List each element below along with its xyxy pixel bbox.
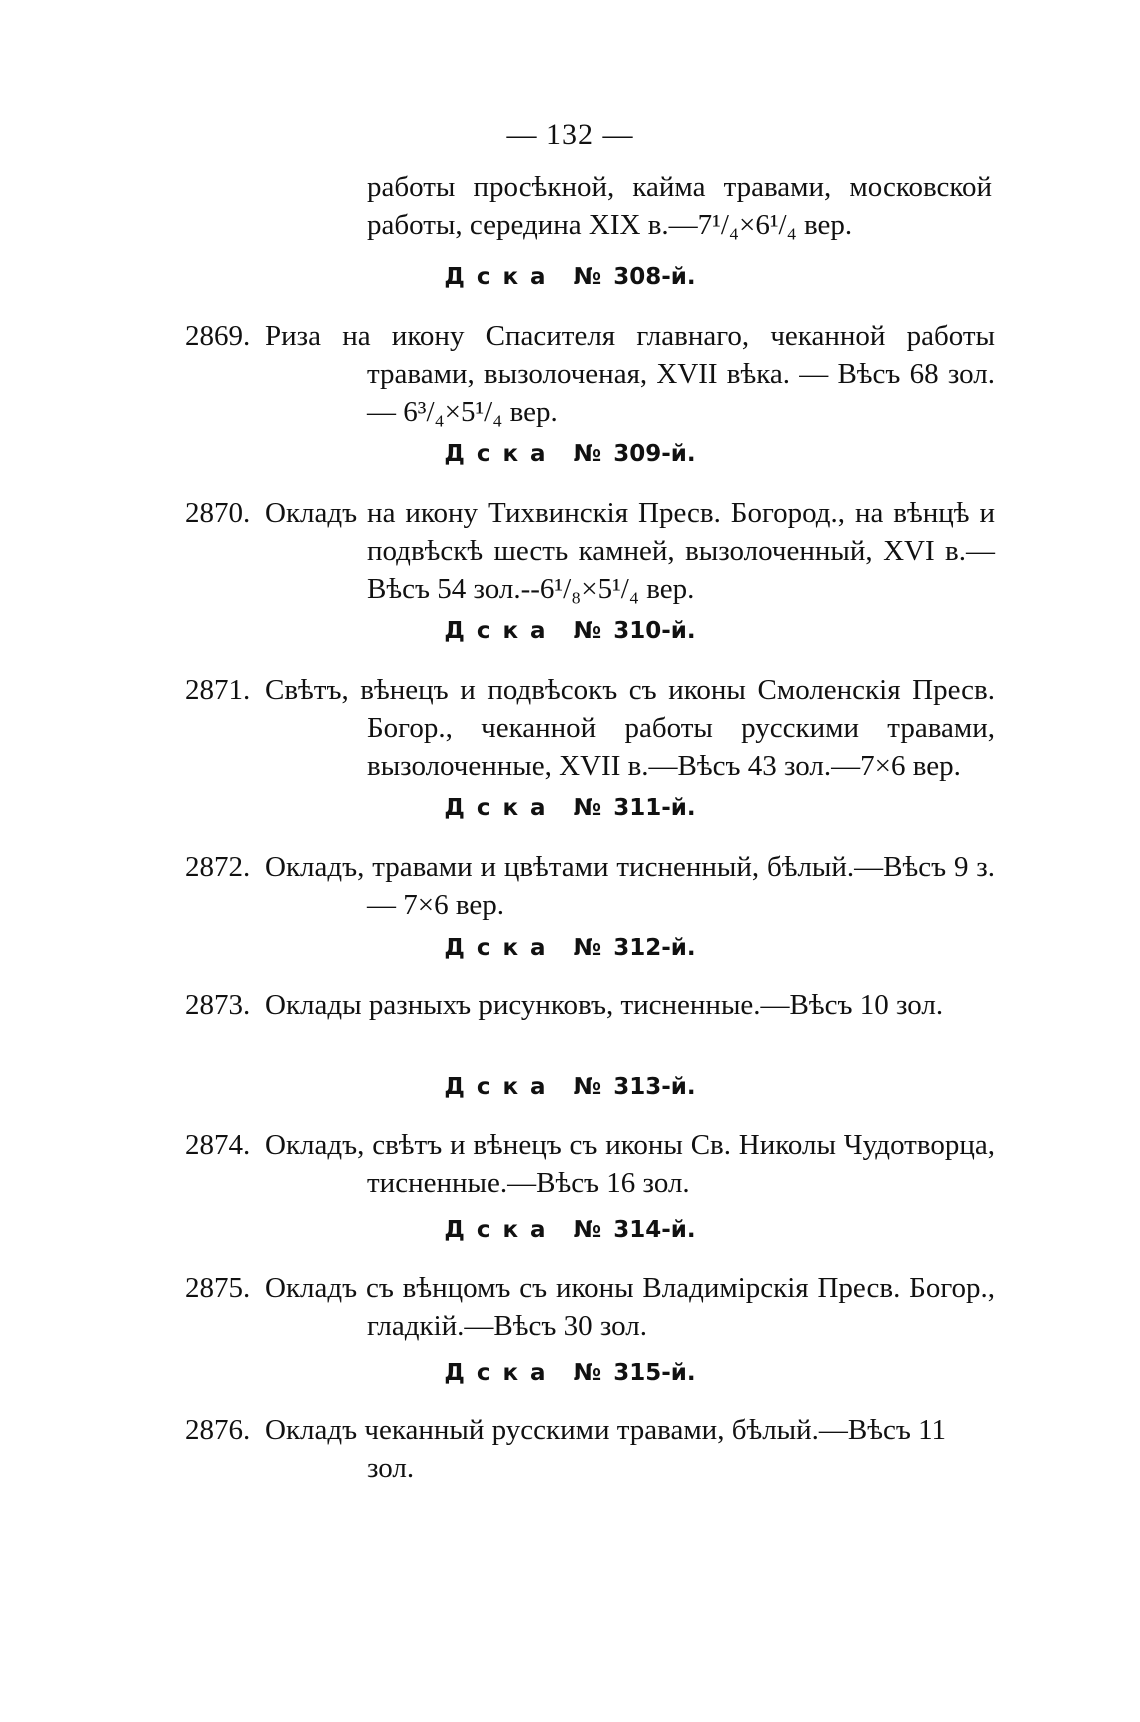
board-heading (0, 1217, 1140, 1243)
number-sign: № (573, 264, 602, 290)
catalog-entry (185, 317, 995, 431)
board-number: 310-й. (613, 618, 696, 644)
board-heading (0, 1360, 1140, 1386)
catalog-entry (185, 1126, 995, 1202)
entry-text: Окладъ, травами и цвѣтами тисненный, бѣлый.—Вѣсъ 9 з.— 7×6 вер. (265, 851, 995, 921)
entry-number: 2875. (185, 1272, 251, 1304)
entry-text: Окладъ чеканный русскими травами, бѣлый.—Вѣсъ 11 зол. (265, 1414, 947, 1484)
board-number: 311-й. (613, 795, 696, 821)
number-sign: № (573, 1360, 602, 1386)
number-sign: № (573, 1074, 602, 1100)
board-heading (0, 935, 1140, 961)
catalog-entry (185, 1269, 995, 1345)
entry-text: Риза на икону Спасителя главнаго, чеканной работы травами, вызолоченая, XVII вѣка. — Вѣсъ 68 зол.— 6³/₄×5¹/₄ вер. (265, 320, 995, 428)
entry-number: 2870. (185, 497, 251, 529)
entry-text: Окладъ на икону Тихвинскія Пресв. Богород., на вѣнцѣ и подвѣскѣ шесть камней, вызолоченный, XVI в.— Вѣсъ 54 зол.--6¹/₈×5¹/₄ вер. (265, 497, 995, 605)
entry-number: 2873. (185, 989, 251, 1021)
page-number: — 132 — (506, 118, 634, 151)
board-number: 309-й. (613, 441, 696, 467)
board-label: Дска (444, 618, 558, 644)
board-heading (0, 795, 1140, 821)
board-label: Дска (444, 1360, 558, 1386)
board-number: 314-й. (613, 1217, 696, 1243)
catalog-entry (185, 494, 995, 608)
entry-text: Окладъ, свѣтъ и вѣнецъ съ иконы Св. Николы Чудотворца, тисненные.—Вѣсъ 16 зол. (265, 1129, 995, 1199)
entry-number: 2871. (185, 674, 251, 706)
entry-number: 2872. (185, 851, 251, 883)
board-number: 312-й. (613, 935, 696, 961)
number-sign: № (573, 618, 602, 644)
entry-number: 2869. (185, 320, 251, 352)
board-number: 308-й. (613, 264, 696, 290)
catalog-entry (185, 1411, 995, 1487)
number-sign: № (573, 1217, 602, 1243)
continuation-text: работы просѣкной, кайма травами, московской работы, середина XIX в.—7¹/₄×6¹/₄ вер. (367, 171, 992, 241)
number-sign: № (573, 795, 602, 821)
board-label: Дска (444, 264, 558, 290)
catalog-entry (185, 671, 995, 785)
board-label: Дска (444, 795, 558, 821)
board-label: Дска (444, 1074, 558, 1100)
number-sign: № (573, 441, 602, 467)
number-sign: № (573, 935, 602, 961)
board-heading (0, 264, 1140, 290)
entry-text: Свѣтъ, вѣнецъ и подвѣсокъ съ иконы Смоленскія Пресв. Богор., чеканной работы русскими травами, вызолоченные, XVII в.—Вѣсъ 43 зол.—7×6 вер. (265, 674, 995, 782)
board-label: Дска (444, 935, 558, 961)
entry-number: 2874. (185, 1129, 251, 1161)
catalog-entry (185, 848, 995, 924)
catalog-entry (185, 986, 995, 1024)
board-heading (0, 1074, 1140, 1100)
entry-text: Окладъ съ вѣнцомъ съ иконы Владимірскія Пресв. Богор., гладкій.—Вѣсъ 30 зол. (265, 1272, 995, 1342)
entry-text: Оклады разныхъ рисунковъ, тисненные.—Вѣсъ 10 зол. (265, 989, 944, 1021)
board-heading (0, 618, 1140, 644)
board-label: Дска (444, 441, 558, 467)
board-heading (0, 441, 1140, 467)
board-number: 313-й. (613, 1074, 696, 1100)
entry-number: 2876. (185, 1414, 251, 1446)
board-number: 315-й. (613, 1360, 696, 1386)
board-label: Дска (444, 1217, 558, 1243)
